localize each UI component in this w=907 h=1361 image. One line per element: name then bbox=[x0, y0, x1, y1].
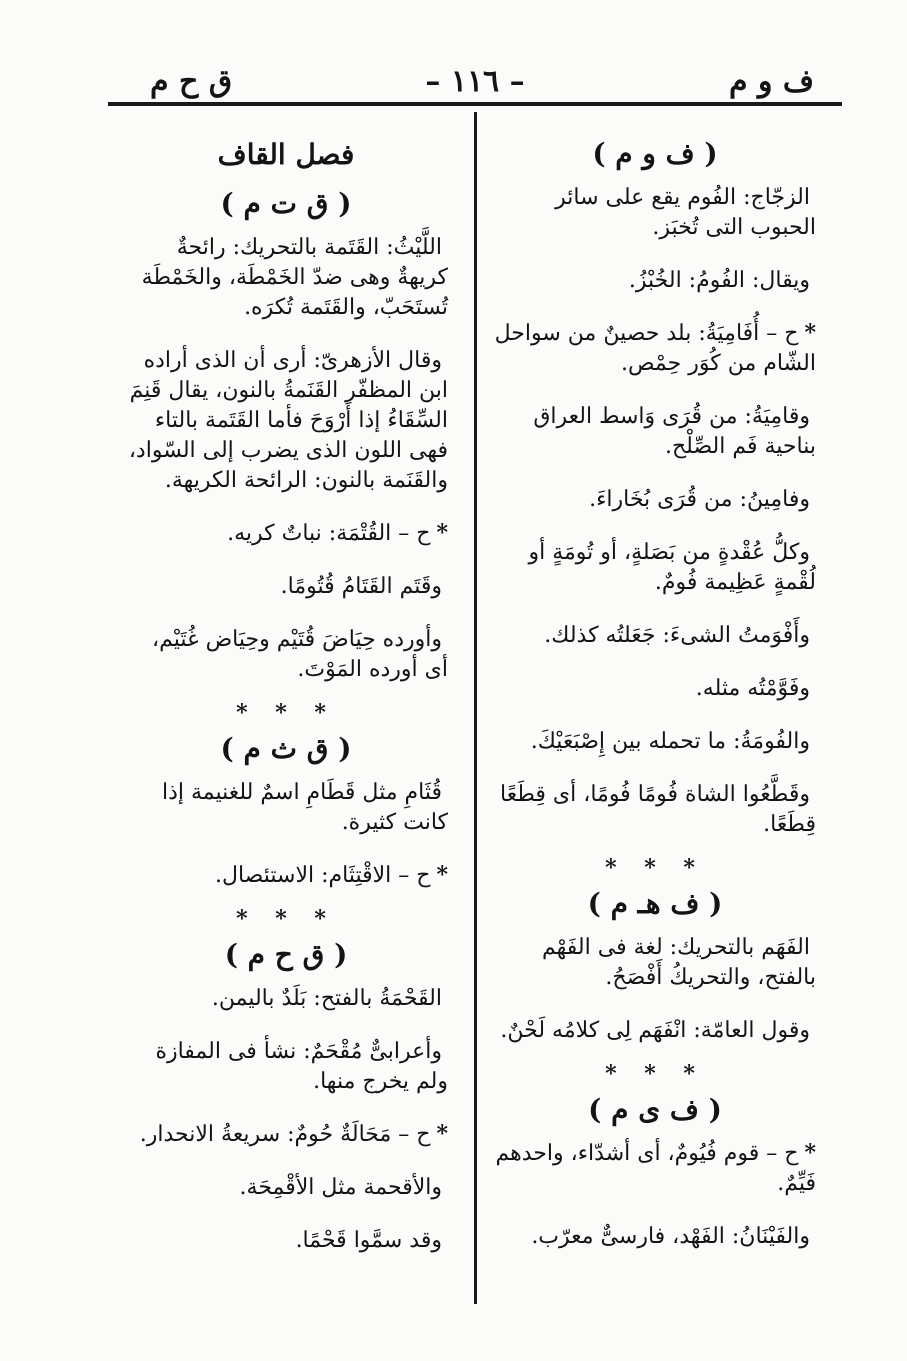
header-right-root: ف و م bbox=[728, 64, 814, 99]
section-separator: * * * bbox=[236, 700, 336, 726]
entry: وفَوَّمْتُه مثله. bbox=[695, 676, 810, 701]
section-title-fym: ( ف ى م ) bbox=[588, 1093, 722, 1126]
column-divider bbox=[474, 112, 477, 1304]
entry: ويقال: الفُومُ: الخُبْزُ. bbox=[628, 268, 810, 293]
entry: وأَفْوَمتُ الشىءَ: جَعَلتُه كذلك. bbox=[544, 623, 810, 648]
entry: وقال الأزهرىّ: أرى أن الذى أراده ابن المظفّر القَنَمةُ بالنون، يقال قَنِمَ السِّقَاءُ إذا أَرْوَحَ فأما القَتَمة بالتاء فهى اللون الذى يضرب إلى السّواد، والقَنَمة بالنون: الرائحة الكريهة. bbox=[128, 348, 448, 493]
entry: القَحْمَةُ بالفتح: بَلَدٌ باليمن. bbox=[211, 986, 442, 1011]
entry: والأقحمة مثل الأقْمِحَة. bbox=[239, 1175, 442, 1200]
left-column bbox=[124, 130, 448, 1278]
entry: *ح – مَحَالَةٌ حُومٌ: سريعةُ الانحدار. bbox=[139, 1121, 448, 1147]
header-rule bbox=[108, 102, 842, 106]
page-number: – ١١٦ – bbox=[425, 64, 525, 99]
section-separator: * * * bbox=[605, 1061, 705, 1087]
entry: وقامِيَةُ: من قُرَى وَاسط العراق بناحية فَم الصِّلْح. bbox=[533, 404, 816, 459]
section-title-fhm: ( ف هـ م ) bbox=[587, 887, 723, 920]
entry: وقَتَم القَتَامُ قُتُومًا. bbox=[280, 574, 442, 599]
section-title-qthm: ( ق ث م ) bbox=[220, 732, 352, 765]
entry: الزجّاج: الفُوم يقع على سائر الحبوب التى تُخبَز. bbox=[555, 185, 816, 240]
entry: وأورده حِيَاضَ قُتَيْم وحِيَاض غُتَيْم، أى أورده المَوْتَ. bbox=[152, 627, 448, 682]
section-title-fwm: ( ف و م ) bbox=[592, 137, 718, 170]
entry: *ح – قوم فُيُومٌ، أى أشدّاء، واحدهم فَيِّمٌ. bbox=[495, 1140, 816, 1196]
entry: قُثَامِ مثل قَطَامِ اسمٌ للغنيمة إذا كانت كثيرة. bbox=[161, 780, 448, 835]
entry: وكلُّ عُقْدةٍ من بَصَلةٍ، أو تُومَةٍ أو لُقْمةٍ عَظِيمة فُومٌ. bbox=[528, 540, 816, 595]
section-title-qtm: ( ق ت م ) bbox=[220, 187, 352, 220]
section-separator: * * * bbox=[605, 855, 705, 881]
entry: وقَطَّعُوا الشاة فُومًا فُومًا، أى قِطَعًا قِطَعًا. bbox=[500, 782, 816, 837]
section-separator: * * * bbox=[236, 906, 336, 932]
entry: وقد سمَّوا قَحْمًا. bbox=[295, 1228, 442, 1253]
entry: وفامِينُ: من قُرَى بُخَاراءَ. bbox=[589, 487, 810, 512]
entry: الفَهَم بالتحريك: لغة فى الفَهْم بالفتح، والتحريكُ أَفْصَحُ. bbox=[542, 935, 816, 990]
entry: اللَّيْثُ: القَتَمة بالتحريك: رائحةٌ كريهةٌ وهى ضدّ الخَمْطَة، والخَمْطَة تُستَحَبّ، والقَتَمة تُكرَه. bbox=[141, 235, 448, 320]
entry: وأعرابىٌّ مُقْحَمٌ: نشأ فى المفازة ولم يخرج منها. bbox=[155, 1039, 448, 1094]
entry: والفُومَةُ: ما تحمله بين إِصْبَعَيْكَ. bbox=[530, 729, 810, 754]
chapter-heading: فصل القاف bbox=[217, 138, 355, 171]
entry: وقول العامّة: انْفَهَم لِى كلامُه لَحْنٌ. bbox=[500, 1018, 810, 1043]
entry: *ح – القُتْمَة: نباتٌ كريه. bbox=[227, 520, 448, 546]
header-left-root: ق ح م bbox=[150, 64, 233, 99]
right-column bbox=[494, 130, 816, 1274]
entry: والفَيْنَانُ: الفَهْد، فارسىٌّ معرّب. bbox=[531, 1224, 810, 1249]
page-header bbox=[108, 62, 842, 102]
entry: *ح – أُفَامِيَةُ: بلد حصينٌ من سواحل الشّام من كُوَر حِمْص. bbox=[494, 320, 816, 376]
entry: *ح – الاقْتِثَام: الاستئصال. bbox=[214, 862, 448, 888]
section-title-qhm: ( ق ح م ) bbox=[224, 938, 348, 971]
